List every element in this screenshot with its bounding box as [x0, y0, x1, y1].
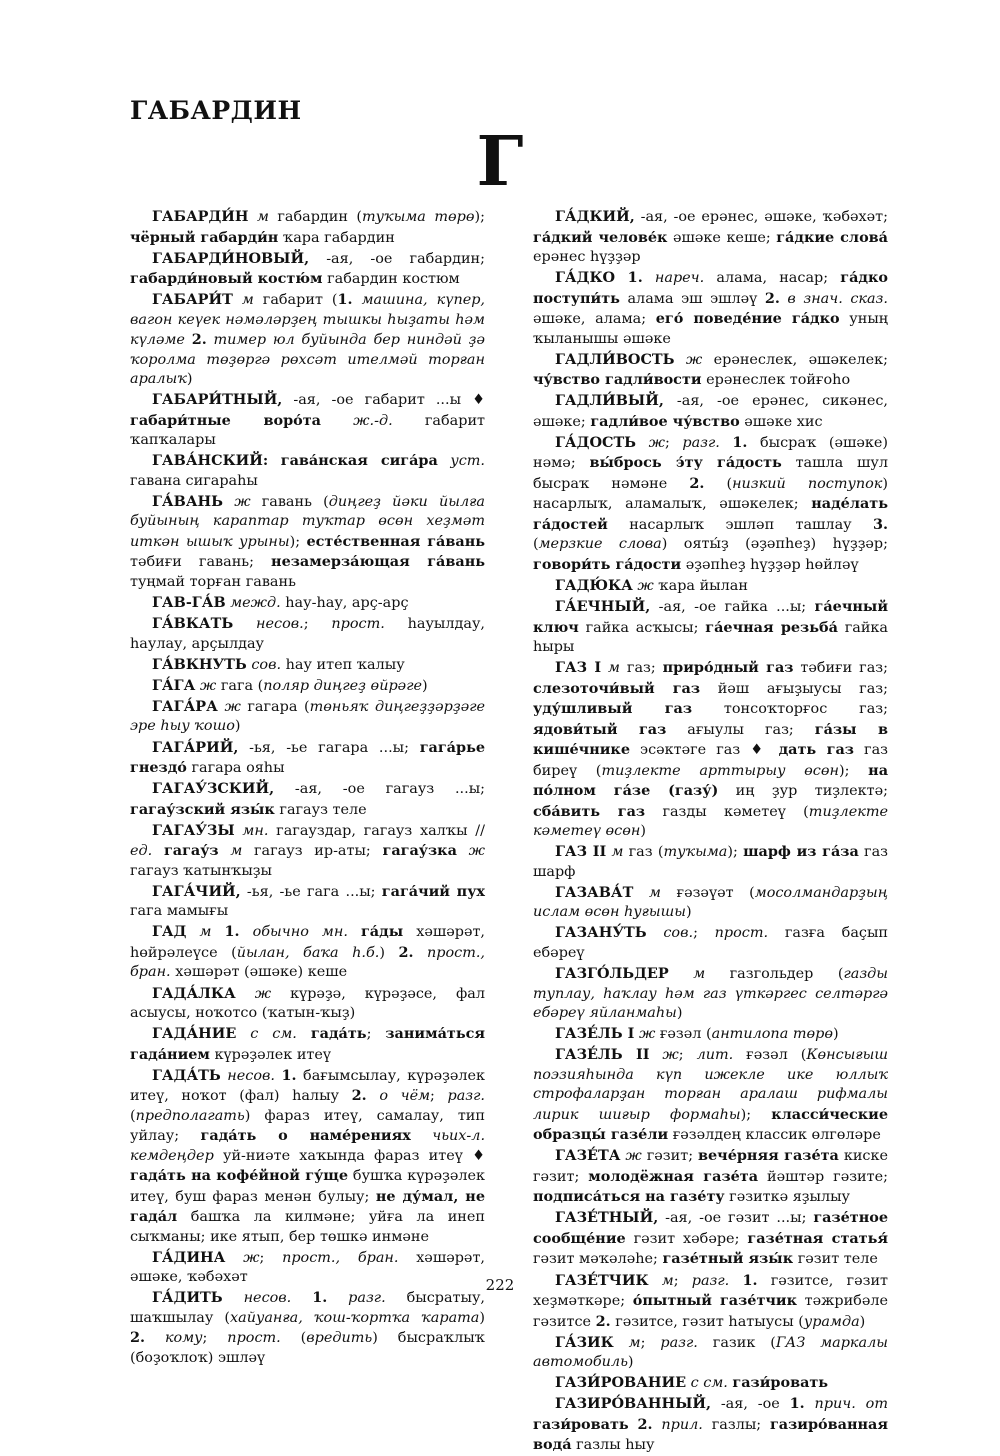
dictionary-entry: ГАБАРДИ́Н м габардин (туҡыма төрө); чёрный габарди́н ҡара габардин: [130, 208, 485, 246]
dictionary-entry: ГАЗИ́РОВАНИЕ с см. гази́ровать: [555, 1374, 829, 1392]
dictionary-entry: ГАГА́РА ж гагара (төньяҡ диңгеҙҙәрҙәге эре һыу ҡошо): [130, 697, 485, 735]
dictionary-entry: ГАБАРИ́Т м габарит (1. машина, күпер, вагон кеүек нәмәләрҙең тышкы һыҙаты һәм күләме 2. тимер юл буйында бер ниндәй ҙә ҡоролма төҙөргә рөхсәт ителмәй торған аралыҡ): [130, 291, 486, 388]
dictionary-entry: ГАЗЕ́ТНЫЙ, -ая, -ое гәзит ...ы; газе́тное сообще́ние гәзит хәбәре; газе́тная статья́ гәзит мәҡәләһе; газе́тный язы́к гәзит теле: [533, 1209, 888, 1268]
dictionary-entry: ГАДА́НИЕ с см. гада́ть; занима́ться гада́нием күрәҙәлек итеү: [130, 1025, 485, 1063]
dictionary-entry: ГАЗЕ́ЛЬ I ж ғәзәл (антилопа төрө): [555, 1025, 839, 1043]
dictionary-entry: ГА́ЗИК м; разг. газик (ГАЗ маркалы автомобиль): [533, 1333, 888, 1371]
dictionary-entry: ГАДЮ́КА ж ҡара йылан: [555, 576, 748, 594]
dictionary-entry: ГАГАУ́ЗЫ мн. гагауздар, гагауз халҡы // ед. гагау́з м гагауз ир-аты; гагау́зка ж гагауз ҡатынҡыҙы: [130, 821, 486, 879]
dictionary-entry: ГАЗАВА́Т м ғәзәүәт (мосолмандарҙың ислам өсөн һуғышы): [533, 883, 888, 921]
dictionary-entry: ГАЗИРО́ВАННЫЙ, -ая, -ое 1. прич. от гази́ровать 2. прил. газлы; газиро́ванная вода́ газлы һыу: [533, 1395, 888, 1454]
dictionary-entry: ГА́ДКО 1. нареч. алама, насар; га́дко поступи́ть алама эш эшләү 2. в знач. сказ. әшәке, алама; его́ поведе́ние га́дко уның ҡыланышы әшәке: [533, 269, 888, 347]
running-head: ГАБАРДИН: [130, 96, 302, 125]
left-column: [130, 207, 485, 1369]
dictionary-entry: ГАБАРИ́ТНЫЙ, -ая, -ое габарит ...ы ♦ габари́тные воро́та ж.-д. габарит ҡапҡалары: [130, 391, 485, 449]
dictionary-entry: ГА́ДОСТЬ ж; разг. 1. бысраҡ (әшәке) нәмә; вы́брось э́ту га́дость ташла шул бысраҡ нәмәне 2. (низкий поступок) насарлыҡ, аламалыҡ, әшәкелек; наде́лать га́достей насарлыҡ эшләп ташлау 3. (мерзкие слова) ояты́ҙ (әҙәпһеҙ) һүҙҙәр; говори́ть га́дости әҙәпһеҙ һүҙҙәр һөйләү: [533, 433, 888, 573]
dictionary-entry: ГАДА́ТЬ несов. 1. бағымсылау, күрәҙәлек итеү, ноҡот (фал) һалыу 2. о чём; разг. (предполагать) фараз итеү, самалау, тип уйлау; гада́ть о наме́рениях чьих-л. кемдеңдер уй-ниәте хаҡында фараз итеү ♦ гада́ть на кофе́йной гу́ще бушҡа күрәҙәлек итеү, буш фараз менән булыу; не ду́мал, не гада́л башҡа ла килмәне; уйға ла инеп сыҡманы; ике ятып, бер төшкә инмәне: [130, 1066, 486, 1245]
dictionary-entry: ГАЗАНУ́ТЬ сов.; прост. газға баçып ебәреү: [533, 924, 888, 961]
dictionary-entry: ГАЗЕ́ЛЬ II ж; лит. ғәзәл (Көнсығыш поэзияһында күп ижекле ике юллыҡ строфаларҙан торған аралаш рифмалы лирик шиғыр формаһы); класси́ческие образцы́ газе́ли ғәзәлдең классик өлгөләре: [533, 1046, 888, 1144]
dictionary-entry: ГАЗ II м газ (туҡыма); шарф из га́за газ шарф: [533, 843, 889, 880]
page-number: 222: [485, 1276, 515, 1294]
dictionary-entry: ГА́ВКНУТЬ сов. һау итеп ҡалыу: [152, 655, 405, 673]
dictionary-entry: ГАДЛИ́ВОСТЬ ж ерәнеслек, әшәкелек; чу́вство гадли́вости ерәнеслек тойғоһо: [533, 350, 888, 389]
dictionary-entry: ГАГА́РИЙ, -ья, -ье гагара ...ы; гага́рье гнездо́ гагара ояһы: [130, 738, 485, 777]
dictionary-entry: ГАГАУ́ЗСКИЙ, -ая, -ое гагауз ...ы; гагау́зский язы́к гагауз теле: [130, 780, 485, 818]
dictionary-entry: ГА́ДИТЬ несов. 1. разг. бысратыу, шаҡшылау (хайуанға, ҡош-ҡортҡа ҡарата) 2. кому; прост. (вредить) бысраҡлыҡ (боҙоҡлоҡ) эшләү: [130, 1289, 486, 1366]
dictionary-entry: ГАД м 1. обычно мн. га́ды хәшәрәт, һөйрәлеүсе (йылан, баҡа һ.б.) 2. прост., бран. хәшәрәт (әшәке) кеше: [130, 923, 486, 981]
dictionary-entry: ГАЗЕ́ТЧИК м; разг. 1. гәзитсе, гәзит хеҙмәткәре; о́пытный газе́тчик тәжрибәле гәзитсе 2. гәзитсе, гәзит һатыусы (урамда): [533, 1271, 888, 1330]
dictionary-entry: ГАДА́ЛКА ж күрәҙә, күрәҙәсе, фал асыусы, ноҡотсо (ҡатын-ҡыҙ): [130, 984, 485, 1021]
dictionary-entry: ГАЗГО́ЛЬДЕР м газгольдер (газды туплау, һаҡлау һәм газ үткәргес селтәргә ебәреү яйланмаһы): [533, 965, 889, 1022]
right-column: [533, 207, 888, 1456]
section-letter: Г: [476, 122, 524, 202]
dictionary-entry: ГАДЛИ́ВЫЙ, -ая, -ое ерәнес, сикәнес, әшәке; гадли́вое чу́вство әшәке хис: [533, 392, 888, 430]
dictionary-entry: ГАЗ I м газ; приро́дный газ тәбиғи газ; слезоточи́вый газ йәш ағыҙыусы газ; уду́шливый газ тонсоҡторғос газ; ядови́тый газ ағыулы газ; га́зы в кише́чнике эсәктәге газ ♦ дать газ газ биреү (тиҙлекте арттырыу өсөн); на по́лном га́зе (газу́) иң ҙур тиҙлектә; сба́вить газ газды кәметеү (тиҙлекте кәметеү өсөн): [533, 659, 889, 840]
dictionary-entry: ГАЗЕ́ТА ж гәзит; вече́рняя газе́та киске гәзит; молодёжная газе́та йәштәр гәзите; подписа́ться на газе́ту гәзиткә яҙылыу: [533, 1147, 889, 1206]
dictionary-entry: ГАБАРДИ́НОВЫЙ, -ая, -ое габардин; габарди́новый костю́м габардин костюм: [130, 249, 485, 288]
dictionary-entry: ГА́ГА ж гага (поляр диңгеҙ өйрәге): [152, 676, 428, 694]
dictionary-entry: ГА́ЕЧНЫЙ, -ая, -ое гайка ...ы; га́ечный ключ гайка асҡысы; га́ечная резьба́ гайка һыры: [533, 598, 888, 656]
dictionary-entry: ГА́ВКАТЬ несов.; прост. һауылдау, һаулау, арçылдау: [130, 615, 485, 652]
dictionary-entry: ГАГА́ЧИЙ, -ья, -ье гага ...ы; гага́чий пух гага мамығы: [130, 882, 485, 920]
dictionary-entry: ГА́ДИНА ж; прост., бран. хәшәрәт, әшәке, ҡәбәхәт: [130, 1248, 485, 1286]
dictionary-entry: ГАВ-ГА́В межд. һау-һау, арç-арç: [152, 594, 409, 612]
dictionary-entry: ГА́ДКИЙ, -ая, -ое ерәнес, әшәке, ҡәбәхәт; га́дкий челове́к әшәке кеше; га́дкие слова́ ерәнес һүҙҙәр: [533, 208, 888, 265]
dictionary-entry: ГАВА́НСКИЙ: гава́нская сига́ра уст. гавана сигараһы: [130, 452, 486, 489]
dictionary-entry: ГА́ВАНЬ ж гавань (диңгеҙ йәки йылға буйының караптар туҡтар өсөн хеҙмәт иткән ышыҡ урыны); есте́ственная га́вань тәбиғи гавань; незамерза́ющая га́вань туңмай торған гавань: [130, 492, 485, 590]
